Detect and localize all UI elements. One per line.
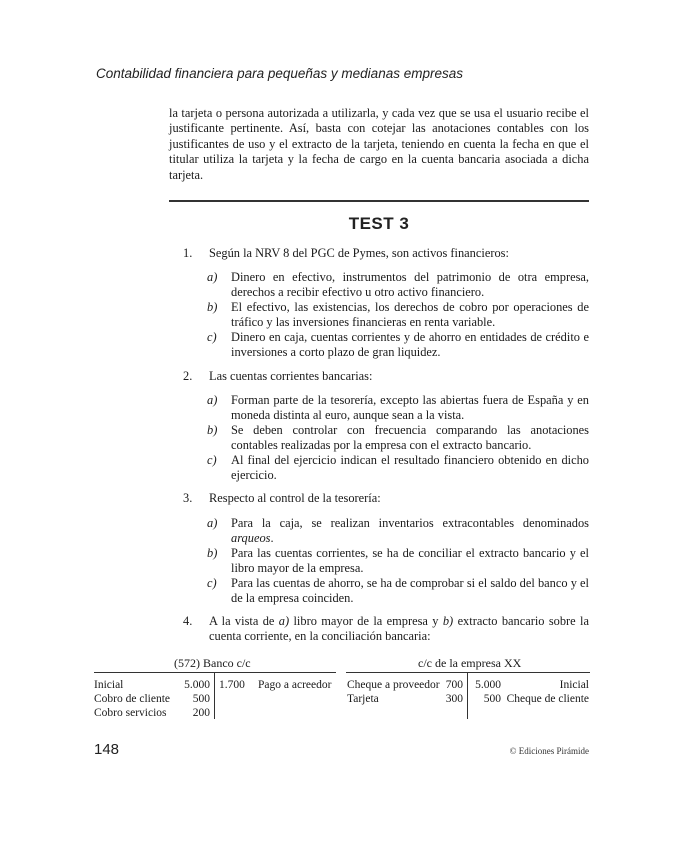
question-text: Según la NRV 8 del PGC de Pymes, son activos financieros:	[209, 246, 509, 260]
question-number: 3.	[183, 491, 193, 505]
question-text	[209, 614, 589, 645]
intro-paragraph: la tarjeta o persona autorizada a utilizarla, y cada vez que se usa el usuario recibe el justificante pertinente. Así, basta con cotejar las anotaciones contables con los justificantes de uso y el extracto de la tarjeta, teniendo en cuenta la fecha en que el titular utiliza la tarjeta y la fecha de cargo en la cuenta bancaria asociada a dicha tarjeta.	[169, 106, 589, 182]
option-text: Al final del ejercicio indican el resultado financiero obtenido en dicho ejercicio.	[231, 453, 589, 483]
option-label: c)	[207, 330, 217, 344]
question-label-a: a)	[278, 614, 290, 628]
question-2	[183, 369, 589, 384]
ledger-right-horizontal-rule	[346, 672, 590, 673]
ledger-left-debit-concept: Cobro servicios	[94, 707, 167, 719]
option-label: a)	[207, 393, 218, 407]
option-text: Dinero en caja, cuentas corrientes y de ahorro en entidades de crédito e inversiones a corto plazo de gran liquidez.	[231, 330, 589, 360]
question-4	[183, 614, 589, 645]
ledger-left-debit-concept: Cobro de cliente	[94, 693, 171, 705]
question-number: 4.	[183, 614, 193, 628]
ledger-left-debit-amount: 5.000	[184, 679, 210, 691]
option-text: Forman parte de la tesorería, excepto las abiertas fuera de España y en moneda distinta al euro, aunque sean a la vista.	[231, 393, 589, 423]
option-text: El efectivo, las existencias, los derechos de cobro por operaciones de tráfico y las inversiones financieras en renta variable.	[231, 300, 589, 330]
ledger-left-horizontal-rule	[94, 672, 336, 673]
ledger-right-title: c/c de la empresa XX	[418, 656, 522, 670]
question-2-option-c	[207, 453, 589, 484]
question-2-option-a	[207, 393, 589, 424]
option-label: b)	[207, 546, 218, 560]
page-number: 148	[94, 741, 120, 758]
option-text: Dinero en efectivo, instrumentos del patrimonio de otra empresa, derechos a recibir efectivo u otro activo financiero.	[231, 270, 589, 300]
ledger-left-debit-concept: Inicial	[94, 679, 124, 691]
test-title: TEST 3	[348, 214, 410, 233]
ledger-right-credit-concept: Cheque de cliente	[506, 693, 589, 705]
question-1	[183, 246, 589, 261]
option-label: a)	[207, 516, 218, 530]
running-head: Contabilidad financiera para pequeñas y medianas empresas	[96, 66, 463, 81]
question-text-part: A la vista de	[209, 614, 275, 628]
option-emphasis: arqueos	[231, 531, 271, 546]
ledger-left-title: (572) Banco c/c	[174, 656, 251, 670]
question-text: Las cuentas corrientes bancarias:	[209, 369, 373, 383]
ledger-left-debit-amount: 500	[192, 693, 210, 705]
option-text	[231, 516, 589, 547]
option-label: a)	[207, 270, 218, 284]
ledger-right-credit-amount: 500	[483, 693, 501, 705]
option-suffix: .	[270, 531, 274, 546]
option-text: Se deben controlar con frecuencia comparando las anotaciones contables realizadas por la empresa con el extracto bancario.	[231, 423, 589, 453]
question-3-option-c	[207, 576, 589, 607]
ledger-left-credit-amount: 1.700	[219, 679, 245, 691]
question-1-option-a	[207, 270, 589, 301]
ledger-right-credit-concept: Inicial	[559, 679, 589, 691]
option-text: Para las cuentas de ahorro, se ha de comprobar si el saldo del banco y el de la empresa coinciden.	[231, 576, 589, 606]
question-3-option-a	[207, 516, 589, 547]
option-text-main: Para la caja, se realizan inventarios extracontables denominados	[231, 516, 589, 530]
question-text-part: libro mayor de la empresa y	[293, 614, 439, 628]
question-3-option-b	[207, 546, 589, 577]
ledger-left-debit-amount: 200	[192, 707, 210, 719]
ledger-left-vertical-rule	[214, 672, 215, 719]
question-label-b: b)	[442, 614, 454, 628]
publisher-credit: © Ediciones Pirámide	[509, 746, 589, 756]
question-1-option-c	[207, 330, 589, 361]
ledger-right-vertical-rule	[467, 672, 468, 719]
question-1-option-b	[207, 300, 589, 331]
option-label: c)	[207, 453, 217, 467]
option-label: b)	[207, 423, 218, 437]
ledger-right-debit-concept: Tarjeta	[347, 693, 379, 705]
question-text-part: extracto bancario sobre la cuenta corriente, en la conciliación bancaria:	[209, 614, 589, 644]
option-label: c)	[207, 576, 217, 590]
question-number: 2.	[183, 369, 193, 383]
ledger-right-credit-amount: 5.000	[475, 679, 501, 691]
question-number: 1.	[183, 246, 193, 260]
option-text: Para las cuentas corrientes, se ha de conciliar el extracto bancario y el libro mayor de la empresa.	[231, 546, 589, 576]
ledger-left-credit-concept: Pago a acreedor	[258, 679, 332, 691]
question-3	[183, 491, 589, 506]
question-text: Respecto al control de la tesorería:	[209, 491, 381, 505]
section-divider	[169, 200, 589, 202]
option-label: b)	[207, 300, 218, 314]
ledger-right-debit-amount: 300	[445, 693, 463, 705]
question-2-option-b	[207, 423, 589, 454]
ledger-right-debit-concept: Cheque a proveedor	[347, 679, 440, 691]
ledger-right-debit-amount: 700	[445, 679, 463, 691]
